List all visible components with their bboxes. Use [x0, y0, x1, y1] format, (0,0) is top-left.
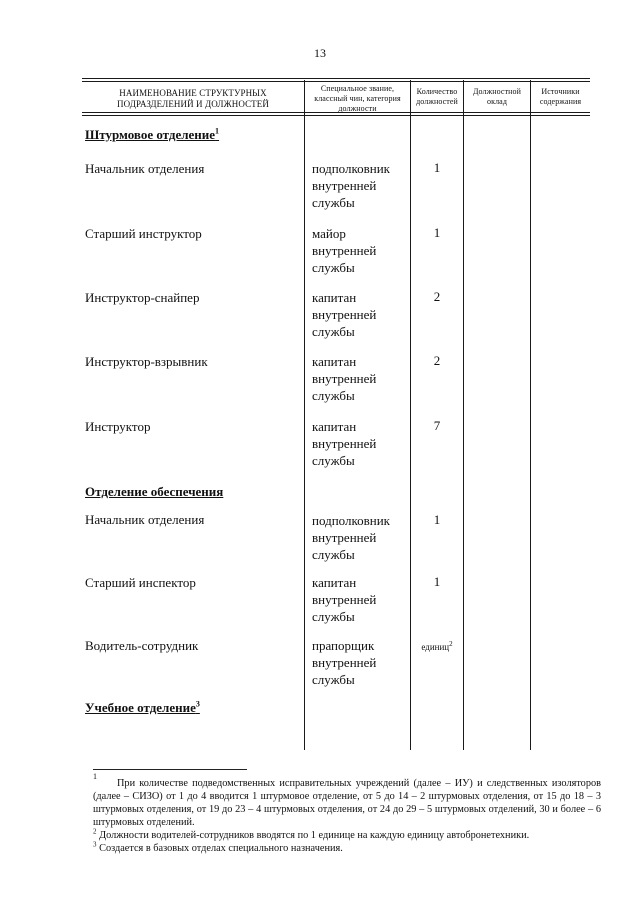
rank-line: службы — [312, 195, 355, 210]
header-col-rank — [305, 84, 410, 114]
position-qty: 1 — [433, 225, 441, 240]
position-rank — [312, 512, 390, 563]
rank-line: службы — [312, 547, 355, 562]
rank-line: внутренней — [312, 178, 377, 193]
position-qty: 1 — [433, 160, 441, 175]
position-name: Начальник отделения — [85, 512, 205, 527]
header-col-salary-line2: оклад — [487, 97, 507, 106]
footnote-ref: 2 — [449, 640, 453, 648]
position-rank — [312, 225, 376, 276]
section-title-text: Отделение обеспечения — [85, 484, 224, 499]
footnote-separator — [93, 769, 247, 770]
position-rank — [312, 418, 376, 469]
header-col-source-line1: Источники — [541, 87, 580, 96]
position-qty — [410, 642, 464, 652]
rank-line: внутренней — [312, 530, 377, 545]
page-number: 13 — [314, 46, 326, 60]
position-qty: 7 — [433, 418, 441, 433]
footnote-2-text: Должности водителей-сотрудников вводятся по 1 единице на каждую единицу автобронетехники. — [99, 830, 530, 841]
header-col-name-line2: ПОДРАЗДЕЛЕНИЙ И ДОЛЖНОСТЕЙ — [117, 99, 269, 109]
footnote-3-text: Создается в базовых отделах специального назначения. — [99, 843, 343, 854]
footnote-3-mark: 3 — [93, 840, 97, 849]
rank-line: внутренней — [312, 371, 377, 386]
section-title-training — [85, 700, 200, 716]
rank-line: капитан — [312, 575, 357, 590]
footnote-1-mark: 1 — [93, 772, 97, 781]
rank-line: подполковник — [312, 513, 390, 528]
footnote-ref: 3 — [195, 699, 200, 709]
header-col-rank-line1: Специальное звание, — [320, 84, 395, 93]
header-col-source-line2: содержания — [539, 97, 582, 106]
header-col-qty — [411, 87, 463, 107]
position-rank — [312, 574, 376, 625]
rank-line: капитан — [312, 290, 357, 305]
footnote-2-mark: 2 — [93, 827, 97, 836]
table-top-rule-2 — [82, 81, 590, 82]
position-name: Инструктор-взрывник — [85, 354, 208, 369]
rank-line: службы — [312, 260, 355, 275]
header-bottom-rule-2 — [82, 115, 590, 116]
position-name: Инструктор — [85, 419, 151, 434]
rank-line: майор — [312, 226, 346, 241]
footnote-3 — [93, 842, 601, 855]
header-col-salary — [464, 87, 530, 107]
rank-line: службы — [312, 388, 355, 403]
position-qty: 2 — [433, 353, 441, 368]
rank-line: капитан — [312, 354, 357, 369]
section-title-text: Штурмовое отделение — [85, 127, 216, 142]
position-name: Старший инспектор — [85, 575, 196, 590]
header-col-source — [531, 87, 590, 107]
footnote-2 — [93, 829, 601, 842]
rank-line: внутренней — [312, 243, 377, 258]
header-col-name-line1: НАИМЕНОВАНИЕ СТРУКТУРНЫХ — [119, 88, 267, 98]
rank-line: службы — [312, 672, 355, 687]
position-rank — [312, 160, 390, 211]
position-name: Водитель-сотрудник — [85, 638, 199, 653]
col-divider-1 — [304, 80, 305, 750]
rank-line: внутренней — [312, 436, 377, 451]
rank-line: подполковник — [312, 161, 390, 176]
header-col-rank-line3: должности — [338, 104, 377, 113]
rank-line: службы — [312, 324, 355, 339]
rank-line: службы — [312, 609, 355, 624]
header-col-qty-line2: должностей — [416, 97, 458, 106]
table-top-rule — [82, 78, 590, 79]
header-col-name — [82, 88, 304, 110]
header-col-salary-line1: Должностной — [472, 87, 522, 96]
position-qty: 1 — [433, 512, 441, 527]
footnote-1-text: При количестве подведомственных исправительных учреждений (далее – ИУ) и следственных изоляторов (далее – СИЗО) от 1 до 4 вводится 1 штурмовое отделение, от 5 до 14 – 2 штурмовых отделения, от 15 до 18 – 3 штурмовых отделения, от 19 до 23 – 4 штурмовых отделения, от 24 до 29 – 5 штурмовых отделений, 30 и более – 6 штурмовых отделений. — [93, 778, 601, 828]
position-rank — [312, 353, 376, 404]
position-name: Инструктор-снайпер — [85, 290, 200, 305]
position-name: Начальник отделения — [85, 161, 205, 176]
rank-line: внутренней — [312, 307, 377, 322]
header-col-qty-line1: Количество — [416, 87, 458, 96]
section-title-text: Учебное отделение — [85, 700, 196, 715]
section-title-support — [85, 484, 223, 500]
rank-line: внутренней — [312, 592, 377, 607]
section-title-assault — [85, 127, 219, 143]
position-name: Старший инструктор — [85, 226, 202, 241]
footnote-ref: 1 — [215, 126, 220, 136]
rank-line: капитан — [312, 419, 357, 434]
rank-line: прапорщик — [312, 638, 375, 653]
position-rank — [312, 289, 376, 340]
position-qty: 2 — [433, 289, 441, 304]
position-qty: 1 — [433, 574, 441, 589]
header-col-rank-line2: классный чин, категория — [314, 94, 401, 103]
qty-text: единиц — [421, 642, 450, 652]
footnotes — [93, 777, 601, 855]
rank-line: внутренней — [312, 655, 377, 670]
footnote-1 — [93, 777, 601, 829]
position-rank — [312, 637, 376, 688]
col-divider-4 — [530, 80, 531, 750]
rank-line: службы — [312, 453, 355, 468]
